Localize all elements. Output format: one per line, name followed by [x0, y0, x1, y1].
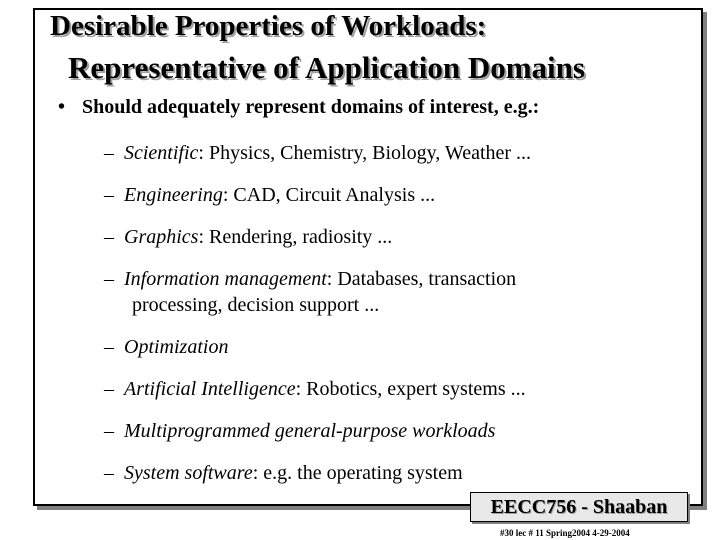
list-item-system-software: – System software: e.g. the operating system [104, 462, 463, 484]
list-item-continuation: processing, decision support ... [132, 294, 380, 316]
footer-note: #30 lec # 11 Spring2004 4-29-2004 [500, 528, 630, 538]
slide-subtitle: Representative of Application Domains [68, 50, 585, 85]
list-item-optimization: – Optimization [104, 336, 229, 358]
bullet-text: Should adequately represent domains of interest, e.g.: [82, 96, 540, 118]
list-item-information-management: – Information management: Databases, transaction processing, decision support ... [104, 268, 517, 316]
list-item-graphics: – Graphics: Rendering, radiosity ... [104, 226, 393, 248]
course-footer-box: EECC756 - Shaaban [470, 492, 688, 522]
main-bullet [58, 96, 539, 119]
list-item-multiprogrammed: – Multiprogrammed general-purpose workloads [104, 420, 496, 442]
list-item-scientific: – Scientific: Physics, Chemistry, Biology, Weather ... [104, 142, 532, 164]
list-item-artificial-intelligence: – Artificial Intelligence: Robotics, expert systems ... [104, 378, 526, 400]
list-item-engineering: – Engineering: CAD, Circuit Analysis ... [104, 184, 436, 206]
bullet-symbol: • [58, 96, 66, 118]
slide-title: Desirable Properties of Workloads: [50, 10, 487, 42]
